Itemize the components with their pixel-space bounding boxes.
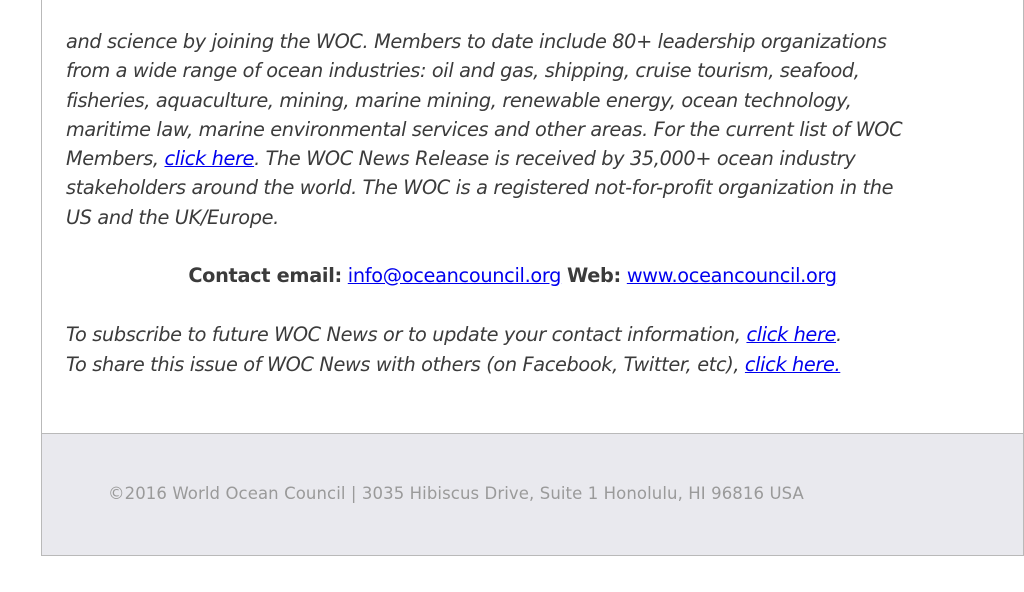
members-suffix: . The WOC News Release is received by 35,000+ ocean industry [254, 147, 856, 171]
website-link[interactable]: www.oceancouncil.org [626, 264, 837, 287]
members-list-link[interactable]: click here [164, 147, 255, 171]
footer [41, 433, 1024, 556]
contact-email-label: Contact email: [188, 264, 342, 287]
newsletter-body [41, 0, 1024, 434]
subscribe-section [66, 320, 966, 380]
web-label: Web: [566, 264, 621, 287]
members-prefix: Members, [66, 147, 165, 171]
subscribe-suffix: . [836, 323, 842, 346]
about-paragraph [66, 27, 956, 232]
subscribe-prefix: To subscribe to future WOC News or to update your contact information, [66, 323, 747, 346]
paragraph-line: and science by joining the WOC. Members to date include 80+ leadership organizations [66, 30, 887, 53]
subscribe-line [66, 320, 966, 350]
paragraph-line: maritime law, marine environmental services and other areas. For the current list of WOC [66, 117, 903, 141]
footer-address: ©2016 World Ocean Council | 3035 Hibiscus Drive, Suite 1 Honolulu, HI 96816 USA [108, 484, 804, 503]
share-prefix: To share this issue of WOC News with others (on Facebook, Twitter, etc), [66, 353, 745, 376]
paragraph-line: fisheries, aquaculture, mining, marine mining, renewable energy, ocean technology, [66, 88, 852, 112]
contact-line [42, 261, 1023, 291]
paragraph-line: US and the UK/Europe. [66, 205, 279, 229]
paragraph-line [66, 144, 956, 173]
paragraph-line: from a wide range of ocean industries: oil and gas, shipping, cruise tourism, seafood, [66, 59, 860, 83]
subscribe-link[interactable]: click here [746, 323, 837, 346]
share-line [66, 350, 966, 380]
paragraph-line: stakeholders around the world. The WOC is a registered not-for-profit organization in the [66, 176, 894, 200]
share-link[interactable]: click here. [744, 353, 841, 376]
contact-email-link[interactable]: info@oceancouncil.org [347, 264, 562, 287]
